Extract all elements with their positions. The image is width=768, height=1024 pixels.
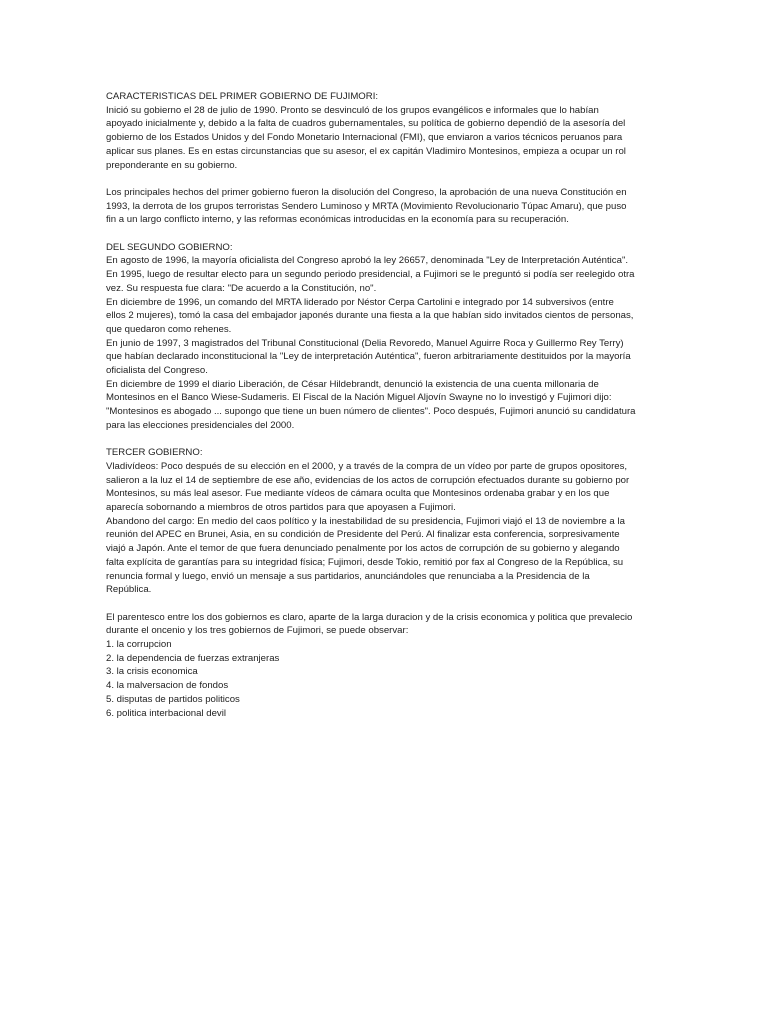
paragraph-line: Los principales hechos del primer gobierno fueron la disolución del Congreso, la aprobación de una nueva Constitución en — [106, 186, 627, 198]
paragraph-line: vez. Su respuesta fue clara: "De acuerdo a la Constitución, no". — [106, 282, 377, 294]
paragraph-line: apoyado inicialmente y, debido a la falta de cuadros gubernamentales, su política de gobierno dependió de la asesoría del — [106, 118, 626, 130]
paragraph-line: aparecía sobornando a miembros de otros partidos para que apoyasen a Fujimori. — [106, 502, 456, 514]
paragraph-line: Montesinos en el Banco Wiese-Sudameris. El Fiscal de la Nación Miguel Aljovín Swayne no lo investigó y Fujimori dijo: — [106, 392, 612, 404]
list-item: 4. la malversacion de fondos — [106, 680, 229, 692]
paragraph-line: falta explícita de garantías para su integridad física; Fujimori, desde Tokio, remitió por fax al Congreso de la República, su — [106, 556, 624, 568]
paragraph-line: En agosto de 1996, la mayoría oficialista del Congreso aprobó la ley 26657, denominada "Ley de Interpretación Auténtica". — [106, 255, 629, 267]
section-tercer-gobierno — [106, 446, 666, 597]
list-item: 3. la crisis economica — [106, 666, 198, 678]
paragraph-line: El parentesco entre los dos gobiernos es claro, aparte de la larga duracion y de la crisis economica y politica que prevalecio — [106, 611, 633, 623]
paragraph-line: ellos 2 mujeres), tomó la casa del embajador japonés durante una fiesta a la que habían sido invitados cientos de personas, — [106, 310, 634, 322]
paragraph-line: Abandono del cargo: En medio del caos político y la inestabilidad de su presidencia, Fujimori viajó el 13 de noviembre a la — [106, 515, 625, 527]
paragraph-line: "Montesinos es abogado ... supongo que tiene un buen número de clientes". Poco después, Fujimori anunció su candidatura — [106, 406, 636, 418]
paragraph-line: para las elecciones presidenciales del 2000. — [106, 419, 295, 431]
list-item: 2. la dependencia de fuerzas extranjeras — [106, 652, 280, 664]
parentesco-list — [106, 638, 666, 720]
paragraph-line: 1993, la derrota de los grupos terroristas Sendero Luminoso y MRTA (Movimiento Revolucionario Túpac Amaru), que puso — [106, 200, 627, 212]
list-item: 6. politica interbacional devil — [106, 707, 226, 719]
paragraph-line: oficialista del Congreso. — [106, 365, 208, 377]
list-item: 5. disputas de partidos politicos — [106, 693, 240, 705]
list-item: 1. la corrupcion — [106, 639, 172, 651]
paragraph-line: Inició su gobierno el 28 de julio de 1990. Pronto se desvinculó de los grupos evangélicos e informales que lo habían — [106, 104, 599, 116]
paragraph-line: Montesinos, su más leal asesor. Fue mediante vídeos de cámara oculta que Montesinos ordenaba grabar y en los que — [106, 488, 610, 500]
section-parentesco — [106, 611, 666, 721]
paragraph-line: viajó a Japón. Ante el temor de que fuera denunciado penalmente por los actos de corrupción de su gobierno y alegando — [106, 543, 620, 555]
paragraph-line: Vladivídeos: Poco después de su elección en el 2000, y a través de la compra de un vídeo por parte de grupos opositores, — [106, 460, 628, 472]
section-primer-gobierno — [106, 90, 666, 172]
paragraph-line: reunión del APEC en Brunei, Asia, en su condición de Presidente del Perú. Al finalizar esta conferencia, sorpresivamente — [106, 529, 620, 541]
paragraph-line: En diciembre de 1996, un comando del MRTA liderado por Néstor Cerpa Cartolini e integrado por 14 subversivos (entre — [106, 296, 614, 308]
section-heading: DEL SEGUNDO GOBIERNO: — [106, 241, 233, 253]
paragraph-line: salieron a la luz el 14 de septiembre de ese año, evidencias de los actos de corrupción efectuados durante su gobierno por — [106, 474, 630, 486]
paragraph-line: En diciembre de 1999 el diario Liberación, de César Hildebrandt, denunció la existencia de una cuenta millonaria de — [106, 378, 599, 390]
paragraph-line: aplicar sus planes. Es en estas circunstancias que su asesor, el ex capitán Vladimiro Montesinos, empieza a ocupar un rol — [106, 145, 626, 157]
paragraph-line: preponderante en su gobierno. — [106, 159, 238, 171]
paragraph-line: En junio de 1997, 3 magistrados del Tribunal Constitucional (Delia Revoredo, Manuel Aguirre Roca y Guillermo Rey Terry) — [106, 337, 624, 349]
paragraph-line: durante el oncenio y los tres gobiernos de Fujimori, se puede observar: — [106, 625, 409, 637]
paragraph-line: En 1995, luego de resultar electo para un segundo periodo presidencial, a Fujimori se le preguntó si podía ser reelegido otra — [106, 269, 635, 281]
paragraph-line: gobierno de los Estados Unidos y del Fondo Monetario Internacional (FMI), que enviaron a varios técnicos peruanos para — [106, 132, 623, 144]
paragraph-line: que quedaron como rehenes. — [106, 323, 232, 335]
section-principales-hechos — [106, 186, 666, 227]
paragraph-line: que habían declarado inconstitucional la "Ley de interpretación Auténtica", fueron arbitrariamente destituidos por la mayoría — [106, 351, 631, 363]
paragraph-line: fin a un largo conflicto interno, y las reformas económicas introducidas en la economía para su recuperación. — [106, 214, 569, 226]
paragraph-line: República. — [106, 584, 152, 596]
section-heading: CARACTERISTICAS DEL PRIMER GOBIERNO DE FUJIMORI: — [106, 91, 379, 102]
section-heading: TERCER GOBIERNO: — [106, 447, 203, 459]
section-segundo-gobierno — [106, 241, 666, 433]
paragraph-line: renuncia formal y luego, envió un mensaje a sus partidarios, anunciándoles que renunciaba a la Presidencia de la — [106, 570, 590, 582]
document-page — [106, 90, 666, 734]
